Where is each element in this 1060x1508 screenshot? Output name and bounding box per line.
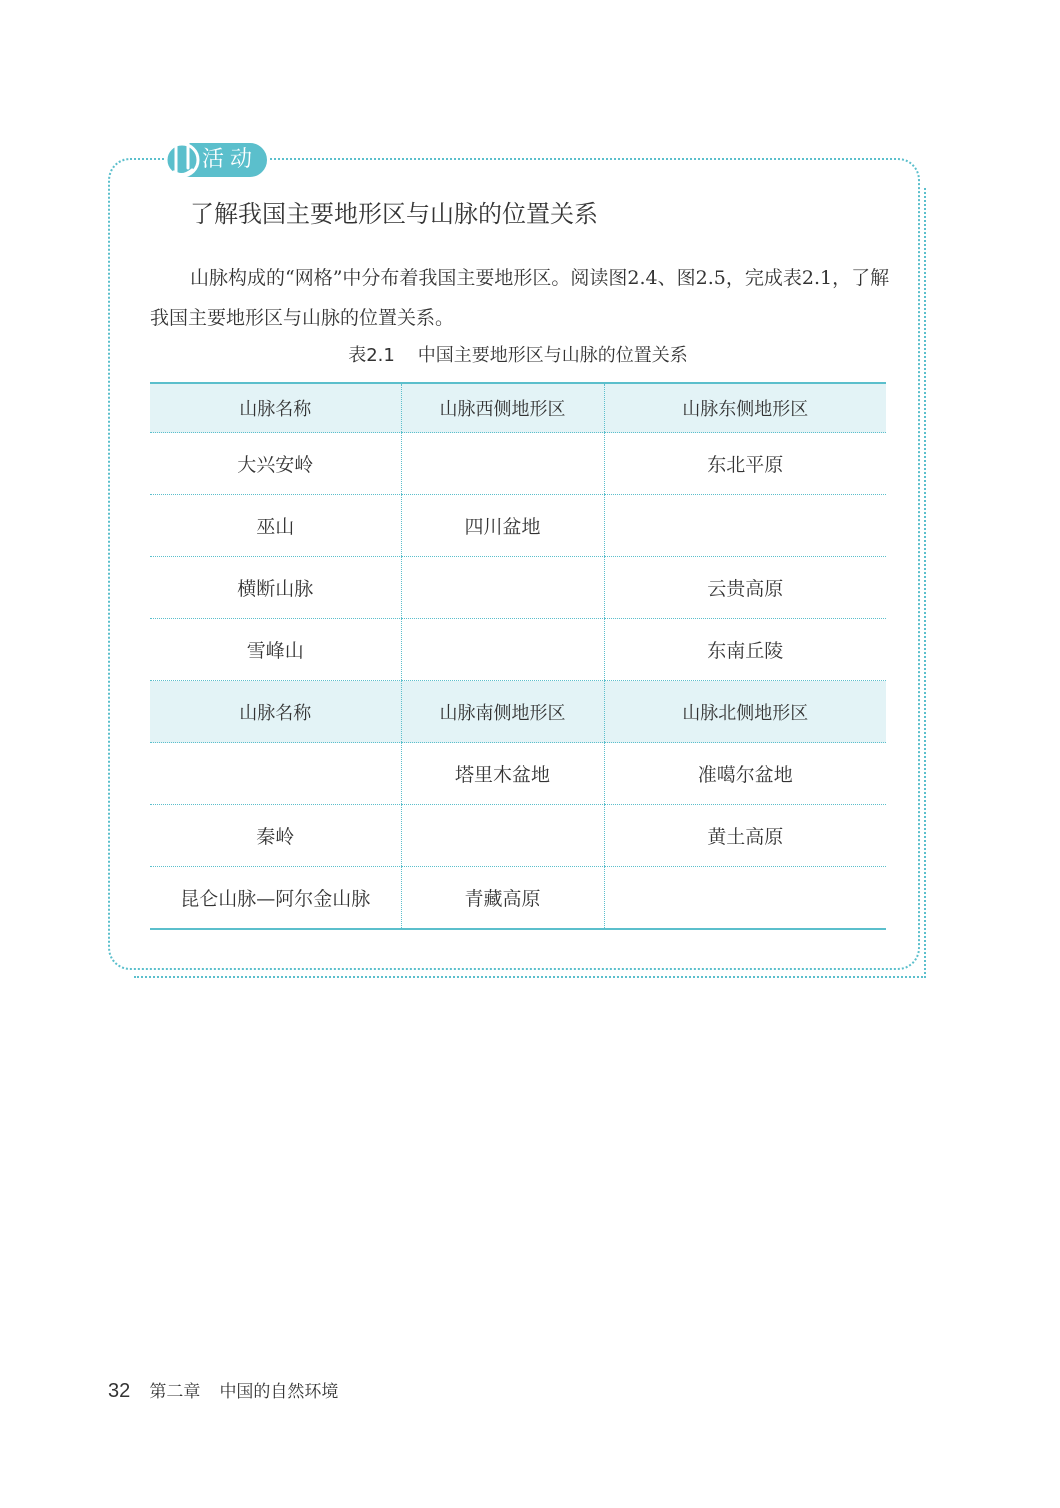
table-cell: 东南丘陵 — [604, 619, 886, 681]
activity-box-shadow-bottom — [134, 976, 926, 978]
table-row — [150, 743, 886, 805]
table-cell — [401, 619, 604, 681]
table-cell: 大兴安岭 — [150, 433, 401, 495]
table-cell — [604, 495, 886, 557]
table-row — [150, 433, 886, 495]
table-cell: 青藏高原 — [401, 867, 604, 930]
table-cell: 黄土高原 — [604, 805, 886, 867]
table-cell — [401, 557, 604, 619]
header-cell: 山脉西侧地形区 — [401, 383, 604, 433]
table-row — [150, 495, 886, 557]
activity-intro: 山脉构成的“网格”中分布着我国主要地形区。阅读图2.4、图2.5，完成表2.1，了解我国主要地形区与山脉的位置关系。 — [150, 267, 890, 329]
header-cell: 山脉名称 — [150, 383, 401, 433]
table-header-row — [150, 681, 886, 743]
table-cell — [401, 433, 604, 495]
table-row — [150, 557, 886, 619]
mountain-terrain-table — [150, 382, 886, 930]
table-caption: 表2.1 中国主要地形区与山脉的位置关系 — [348, 345, 688, 366]
table-row — [150, 805, 886, 867]
table-cell: 巫山 — [150, 495, 401, 557]
table-cell: 昆仑山脉—阿尔金山脉 — [150, 867, 401, 930]
header-cell: 山脉名称 — [150, 681, 401, 743]
table-cell: 云贵高原 — [604, 557, 886, 619]
table-cell: 横断山脉 — [150, 557, 401, 619]
activity-box-shadow-right — [924, 188, 926, 978]
table-cell: 秦岭 — [150, 805, 401, 867]
table-cell — [150, 743, 401, 805]
page-number: 32 — [108, 1380, 131, 1402]
header-cell: 山脉南侧地形区 — [401, 681, 604, 743]
activity-title: 了解我国主要地形区与山脉的位置关系 — [190, 200, 598, 228]
table-cell: 四川盆地 — [401, 495, 604, 557]
table-cell — [401, 805, 604, 867]
table-cell: 塔里木盆地 — [401, 743, 604, 805]
table-cell: 东北平原 — [604, 433, 886, 495]
table-header-row — [150, 383, 886, 433]
activity-badge — [162, 128, 272, 184]
header-cell: 山脉北侧地形区 — [604, 681, 886, 743]
chapter-label: 第二章 — [149, 1382, 201, 1402]
table-cell — [604, 867, 886, 930]
table-cell: 雪峰山 — [150, 619, 401, 681]
chapter-title: 中国的自然环境 — [219, 1382, 339, 1402]
microscope-icon — [162, 128, 206, 184]
header-cell: 山脉东侧地形区 — [604, 383, 886, 433]
page-footer — [108, 1376, 338, 1406]
table-row — [150, 867, 886, 930]
table-cell: 准噶尔盆地 — [604, 743, 886, 805]
activity-badge-label: 活动 — [202, 147, 259, 172]
table-row — [150, 619, 886, 681]
